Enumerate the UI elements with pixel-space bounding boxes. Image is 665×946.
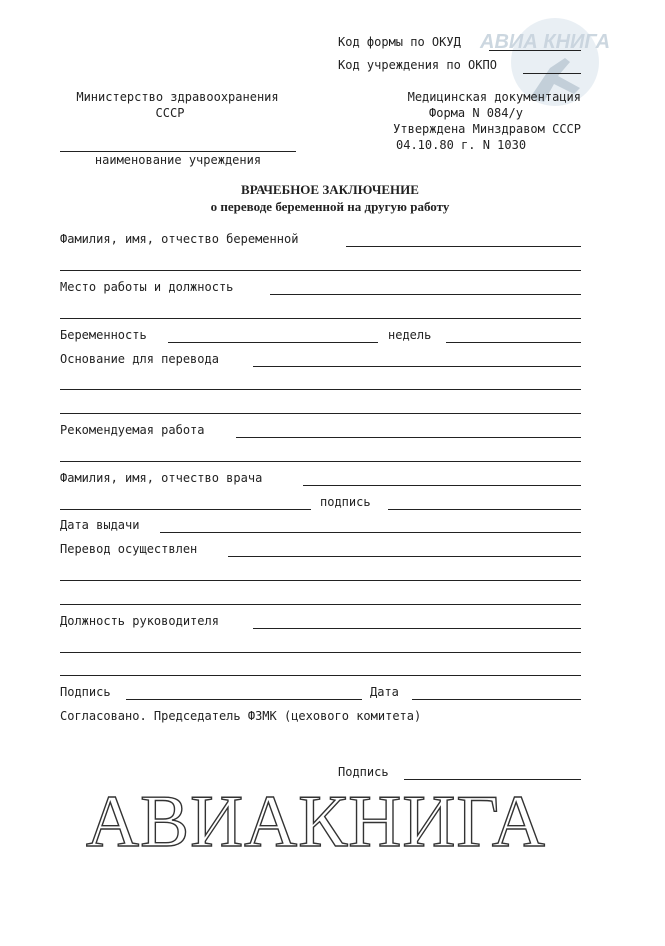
ministry-line1: Министерство здравоохранения: [76, 90, 279, 104]
signature-label: Подпись: [60, 685, 111, 699]
workplace-field-cont[interactable]: [60, 318, 581, 319]
okpo-label: Код учреждения по ОКПО: [338, 58, 497, 72]
workplace-field[interactable]: [270, 294, 581, 295]
transfer-done-field-cont2[interactable]: [60, 604, 581, 605]
manager-position-field-cont1[interactable]: [60, 652, 581, 653]
signature-field[interactable]: [126, 699, 362, 700]
okpo-field[interactable]: [523, 73, 581, 74]
manager-position-label: Должность руководителя: [60, 614, 219, 628]
issue-date-field[interactable]: [160, 532, 581, 533]
watermark-bottom-text: АВИАКНИГА: [86, 781, 546, 860]
okud-label: Код формы по ОКУД: [338, 35, 461, 49]
recommended-work-field-cont[interactable]: [60, 461, 581, 462]
doctor-name-label: Фамилия, имя, отчество врача: [60, 471, 263, 485]
doctor-name-field-cont[interactable]: [60, 509, 311, 510]
workplace-label: Место работы и должность: [60, 280, 234, 294]
transfer-reason-field-cont1[interactable]: [60, 389, 581, 390]
date-field[interactable]: [412, 699, 581, 700]
patient-name-field[interactable]: [346, 246, 581, 247]
patient-name-field-cont[interactable]: [60, 270, 581, 271]
form-title: ВРАЧЕБНОЕ ЗАКЛЮЧЕНИЕ: [241, 182, 419, 197]
okud-field[interactable]: [489, 50, 581, 51]
patient-name-label: Фамилия, имя, отчество беременной: [60, 232, 299, 246]
agreed-label: Согласовано. Председатель ФЗМК (цехового комитета): [60, 709, 422, 723]
pregnancy-field[interactable]: [168, 342, 378, 343]
recommended-work-label: Рекомендуемая работа: [60, 423, 205, 437]
watermark-logo-text: АВИА КНИГА: [480, 31, 611, 53]
recommended-work-field[interactable]: [236, 437, 581, 438]
doc-line2: Форма N 084/у: [429, 106, 523, 120]
doctor-signature-field[interactable]: [388, 509, 581, 510]
transfer-reason-field[interactable]: [253, 366, 581, 367]
doctor-signature-label: подпись: [320, 495, 371, 509]
transfer-done-field[interactable]: [228, 556, 581, 557]
manager-position-field-cont2[interactable]: [60, 675, 581, 676]
transfer-reason-label: Основание для перевода: [60, 352, 219, 366]
institution-name-field[interactable]: [60, 151, 296, 152]
manager-position-field[interactable]: [253, 628, 581, 629]
doc-line4: 04.10.80 г. N 1030: [396, 138, 527, 152]
watermark-bottom: [80, 780, 560, 860]
issue-date-label: Дата выдачи: [60, 518, 140, 532]
doctor-name-field[interactable]: [303, 485, 581, 486]
transfer-reason-field-cont2[interactable]: [60, 413, 581, 414]
doc-line1: Медицинская документация: [407, 90, 581, 104]
date-label: Дата: [370, 685, 399, 699]
institution-caption: наименование учреждения: [94, 153, 262, 167]
doc-line3: Утверждена Минздравом СССР: [393, 122, 581, 136]
final-signature-label: Подпись: [338, 765, 389, 779]
pregnancy-label: Беременность: [60, 328, 147, 342]
transfer-done-label: Перевод осуществлен: [60, 542, 198, 556]
weeks-label: недель: [388, 328, 432, 342]
form-subtitle: о переводе беременной на другую работу: [210, 199, 450, 214]
weeks-field[interactable]: [446, 342, 581, 343]
ministry-line2: СССР: [155, 106, 185, 120]
transfer-done-field-cont1[interactable]: [60, 580, 581, 581]
